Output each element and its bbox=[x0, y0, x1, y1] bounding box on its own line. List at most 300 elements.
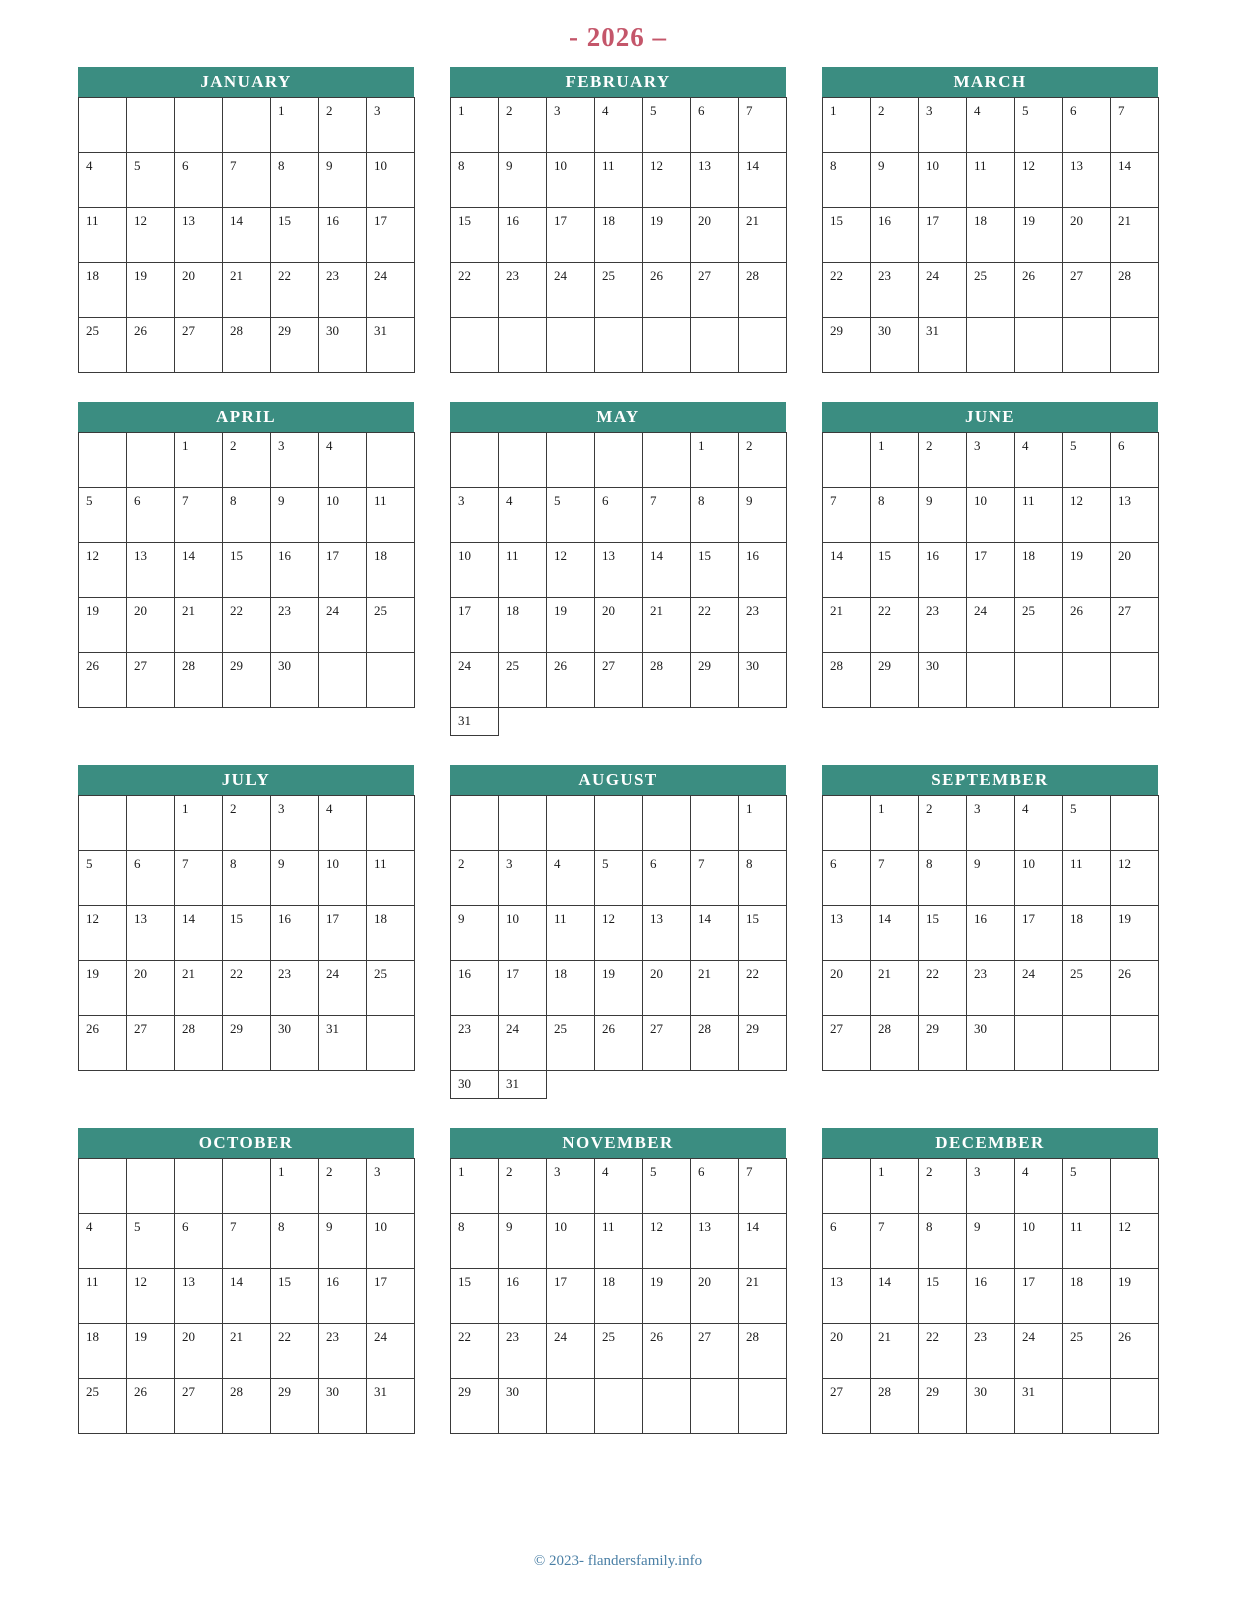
day-cell[interactable]: 20 bbox=[127, 598, 175, 653]
day-cell-empty[interactable] bbox=[823, 1159, 871, 1214]
day-cell-empty[interactable] bbox=[643, 1379, 691, 1434]
day-cell[interactable]: 6 bbox=[127, 851, 175, 906]
day-cell-empty[interactable] bbox=[367, 796, 415, 851]
day-cell[interactable]: 3 bbox=[547, 1159, 595, 1214]
day-cell[interactable]: 2 bbox=[919, 433, 967, 488]
day-cell[interactable]: 19 bbox=[79, 961, 127, 1016]
day-cell[interactable]: 16 bbox=[499, 208, 547, 263]
day-cell[interactable]: 14 bbox=[1111, 153, 1159, 208]
day-cell[interactable]: 2 bbox=[739, 433, 787, 488]
day-cell[interactable]: 6 bbox=[823, 851, 871, 906]
day-cell[interactable]: 9 bbox=[871, 153, 919, 208]
day-cell[interactable]: 24 bbox=[451, 653, 499, 708]
day-cell[interactable]: 20 bbox=[127, 961, 175, 1016]
day-cell[interactable]: 19 bbox=[643, 1269, 691, 1324]
day-cell[interactable]: 13 bbox=[175, 1269, 223, 1324]
day-cell-empty[interactable] bbox=[1111, 653, 1159, 708]
day-cell[interactable]: 24 bbox=[1015, 1324, 1063, 1379]
day-cell[interactable]: 1 bbox=[175, 433, 223, 488]
day-cell[interactable]: 27 bbox=[691, 1324, 739, 1379]
day-cell-empty[interactable] bbox=[367, 653, 415, 708]
day-cell[interactable]: 12 bbox=[547, 543, 595, 598]
day-cell[interactable]: 3 bbox=[451, 488, 499, 543]
day-cell[interactable]: 18 bbox=[595, 208, 643, 263]
day-cell[interactable]: 26 bbox=[1111, 961, 1159, 1016]
day-cell[interactable]: 17 bbox=[547, 208, 595, 263]
day-cell[interactable]: 29 bbox=[823, 318, 871, 373]
day-cell[interactable]: 9 bbox=[271, 851, 319, 906]
day-cell[interactable]: 11 bbox=[547, 906, 595, 961]
day-cell[interactable]: 15 bbox=[871, 543, 919, 598]
day-cell[interactable]: 17 bbox=[319, 543, 367, 598]
day-cell[interactable]: 26 bbox=[127, 1379, 175, 1434]
day-cell[interactable]: 9 bbox=[319, 153, 367, 208]
day-cell[interactable]: 8 bbox=[451, 1214, 499, 1269]
day-cell[interactable]: 6 bbox=[595, 488, 643, 543]
day-cell[interactable]: 19 bbox=[127, 1324, 175, 1379]
day-cell[interactable]: 7 bbox=[1111, 98, 1159, 153]
day-cell[interactable]: 26 bbox=[127, 318, 175, 373]
day-cell[interactable]: 13 bbox=[1063, 153, 1111, 208]
day-cell[interactable]: 16 bbox=[271, 906, 319, 961]
day-cell[interactable]: 25 bbox=[499, 653, 547, 708]
day-cell[interactable]: 29 bbox=[919, 1379, 967, 1434]
day-cell[interactable]: 16 bbox=[967, 906, 1015, 961]
day-cell[interactable]: 18 bbox=[367, 906, 415, 961]
day-cell[interactable]: 23 bbox=[271, 961, 319, 1016]
day-cell[interactable]: 1 bbox=[871, 433, 919, 488]
day-cell[interactable]: 21 bbox=[871, 1324, 919, 1379]
day-cell-empty[interactable] bbox=[223, 98, 271, 153]
day-cell[interactable]: 20 bbox=[823, 961, 871, 1016]
day-cell[interactable]: 9 bbox=[499, 1214, 547, 1269]
day-cell[interactable]: 7 bbox=[175, 851, 223, 906]
day-cell[interactable]: 14 bbox=[691, 906, 739, 961]
day-cell-empty[interactable] bbox=[451, 433, 499, 488]
day-cell[interactable]: 4 bbox=[79, 1214, 127, 1269]
day-cell-empty[interactable] bbox=[367, 1016, 415, 1071]
day-cell[interactable]: 7 bbox=[871, 851, 919, 906]
day-cell-empty[interactable] bbox=[1015, 653, 1063, 708]
day-cell[interactable]: 6 bbox=[127, 488, 175, 543]
day-cell[interactable]: 29 bbox=[691, 653, 739, 708]
day-cell[interactable]: 31 bbox=[319, 1016, 367, 1071]
day-cell-empty[interactable] bbox=[547, 796, 595, 851]
day-cell[interactable]: 29 bbox=[271, 318, 319, 373]
day-cell[interactable]: 11 bbox=[595, 153, 643, 208]
day-cell[interactable]: 24 bbox=[367, 263, 415, 318]
day-cell[interactable]: 26 bbox=[1063, 598, 1111, 653]
day-cell[interactable]: 5 bbox=[643, 1159, 691, 1214]
day-cell[interactable]: 5 bbox=[127, 153, 175, 208]
day-cell[interactable]: 23 bbox=[919, 598, 967, 653]
day-cell[interactable]: 25 bbox=[1063, 1324, 1111, 1379]
day-cell[interactable]: 9 bbox=[271, 488, 319, 543]
day-cell[interactable]: 6 bbox=[643, 851, 691, 906]
day-cell-empty[interactable] bbox=[223, 1159, 271, 1214]
day-cell[interactable]: 11 bbox=[1015, 488, 1063, 543]
day-cell[interactable]: 10 bbox=[451, 543, 499, 598]
day-cell[interactable]: 2 bbox=[223, 796, 271, 851]
day-cell[interactable]: 11 bbox=[499, 543, 547, 598]
day-cell[interactable]: 16 bbox=[451, 961, 499, 1016]
day-cell[interactable]: 23 bbox=[967, 961, 1015, 1016]
day-cell[interactable]: 10 bbox=[319, 851, 367, 906]
day-cell[interactable]: 15 bbox=[271, 208, 319, 263]
day-cell[interactable]: 15 bbox=[451, 1269, 499, 1324]
day-cell[interactable]: 8 bbox=[739, 851, 787, 906]
day-cell[interactable]: 8 bbox=[823, 153, 871, 208]
day-cell-empty[interactable] bbox=[643, 796, 691, 851]
day-cell[interactable]: 28 bbox=[823, 653, 871, 708]
day-cell[interactable]: 11 bbox=[367, 488, 415, 543]
day-cell[interactable]: 7 bbox=[175, 488, 223, 543]
day-cell-empty[interactable] bbox=[1111, 1159, 1159, 1214]
day-cell[interactable]: 1 bbox=[823, 98, 871, 153]
day-cell-empty[interactable] bbox=[595, 796, 643, 851]
day-cell[interactable]: 5 bbox=[127, 1214, 175, 1269]
day-cell[interactable]: 21 bbox=[643, 598, 691, 653]
day-cell[interactable]: 9 bbox=[499, 153, 547, 208]
day-cell-empty[interactable] bbox=[79, 1159, 127, 1214]
day-cell[interactable]: 12 bbox=[1015, 153, 1063, 208]
day-cell[interactable]: 5 bbox=[1063, 796, 1111, 851]
day-cell[interactable]: 24 bbox=[1015, 961, 1063, 1016]
day-cell-empty[interactable] bbox=[1063, 653, 1111, 708]
day-cell[interactable]: 2 bbox=[451, 851, 499, 906]
day-cell[interactable]: 22 bbox=[871, 598, 919, 653]
day-cell[interactable]: 30 bbox=[319, 318, 367, 373]
day-cell[interactable]: 27 bbox=[643, 1016, 691, 1071]
day-cell-empty[interactable] bbox=[127, 1159, 175, 1214]
day-cell[interactable]: 22 bbox=[271, 1324, 319, 1379]
day-cell[interactable]: 14 bbox=[823, 543, 871, 598]
day-cell[interactable]: 15 bbox=[823, 208, 871, 263]
day-cell[interactable]: 15 bbox=[223, 543, 271, 598]
day-cell[interactable]: 21 bbox=[175, 598, 223, 653]
day-cell[interactable]: 24 bbox=[319, 961, 367, 1016]
day-cell[interactable]: 27 bbox=[127, 1016, 175, 1071]
day-cell-empty[interactable] bbox=[691, 1379, 739, 1434]
day-cell[interactable]: 25 bbox=[595, 1324, 643, 1379]
day-cell[interactable]: 26 bbox=[643, 1324, 691, 1379]
day-cell[interactable]: 2 bbox=[319, 98, 367, 153]
day-cell[interactable]: 23 bbox=[739, 598, 787, 653]
day-cell[interactable]: 27 bbox=[691, 263, 739, 318]
day-cell[interactable]: 27 bbox=[823, 1379, 871, 1434]
day-cell[interactable]: 1 bbox=[271, 98, 319, 153]
day-cell[interactable]: 25 bbox=[547, 1016, 595, 1071]
day-cell[interactable]: 4 bbox=[319, 433, 367, 488]
day-cell[interactable]: 22 bbox=[451, 1324, 499, 1379]
day-cell[interactable]: 13 bbox=[823, 1269, 871, 1324]
day-cell[interactable]: 7 bbox=[739, 1159, 787, 1214]
day-cell[interactable]: 18 bbox=[367, 543, 415, 598]
day-cell[interactable]: 23 bbox=[319, 263, 367, 318]
day-cell[interactable]: 18 bbox=[79, 1324, 127, 1379]
day-cell[interactable]: 12 bbox=[1111, 851, 1159, 906]
day-cell-empty[interactable] bbox=[451, 318, 499, 373]
day-cell[interactable]: 20 bbox=[175, 1324, 223, 1379]
day-cell[interactable]: 24 bbox=[319, 598, 367, 653]
day-cell[interactable]: 31 bbox=[367, 1379, 415, 1434]
day-cell[interactable]: 23 bbox=[451, 1016, 499, 1071]
day-cell[interactable]: 10 bbox=[967, 488, 1015, 543]
day-cell-empty[interactable] bbox=[175, 1159, 223, 1214]
day-cell[interactable]: 28 bbox=[739, 1324, 787, 1379]
day-cell[interactable]: 19 bbox=[595, 961, 643, 1016]
day-cell-empty[interactable] bbox=[1015, 1016, 1063, 1071]
day-cell[interactable]: 6 bbox=[823, 1214, 871, 1269]
day-cell[interactable]: 27 bbox=[175, 318, 223, 373]
day-cell[interactable]: 28 bbox=[175, 653, 223, 708]
day-cell[interactable]: 5 bbox=[79, 488, 127, 543]
day-cell[interactable]: 21 bbox=[1111, 208, 1159, 263]
day-cell[interactable]: 1 bbox=[871, 796, 919, 851]
day-cell[interactable]: 8 bbox=[223, 851, 271, 906]
day-cell[interactable]: 2 bbox=[919, 796, 967, 851]
day-cell[interactable]: 16 bbox=[871, 208, 919, 263]
day-cell[interactable]: 1 bbox=[691, 433, 739, 488]
day-cell[interactable]: 13 bbox=[823, 906, 871, 961]
day-cell[interactable]: 2 bbox=[223, 433, 271, 488]
day-cell[interactable]: 10 bbox=[547, 1214, 595, 1269]
day-cell[interactable]: 29 bbox=[271, 1379, 319, 1434]
day-cell[interactable]: 10 bbox=[319, 488, 367, 543]
day-cell[interactable]: 29 bbox=[871, 653, 919, 708]
day-cell[interactable]: 2 bbox=[499, 1159, 547, 1214]
day-cell[interactable]: 3 bbox=[499, 851, 547, 906]
day-cell[interactable]: 16 bbox=[967, 1269, 1015, 1324]
day-cell[interactable]: 29 bbox=[223, 653, 271, 708]
day-cell[interactable]: 3 bbox=[967, 433, 1015, 488]
day-cell[interactable]: 7 bbox=[871, 1214, 919, 1269]
day-cell-empty[interactable] bbox=[739, 1379, 787, 1434]
day-cell[interactable]: 6 bbox=[175, 153, 223, 208]
day-cell-empty[interactable] bbox=[451, 796, 499, 851]
day-cell[interactable]: 5 bbox=[1015, 98, 1063, 153]
day-cell[interactable]: 24 bbox=[919, 263, 967, 318]
day-cell[interactable]: 13 bbox=[1111, 488, 1159, 543]
day-cell[interactable]: 15 bbox=[919, 906, 967, 961]
day-cell[interactable]: 22 bbox=[739, 961, 787, 1016]
day-cell[interactable]: 10 bbox=[1015, 1214, 1063, 1269]
day-cell[interactable]: 12 bbox=[1111, 1214, 1159, 1269]
day-cell[interactable]: 26 bbox=[1111, 1324, 1159, 1379]
day-cell[interactable]: 20 bbox=[1063, 208, 1111, 263]
day-cell[interactable]: 12 bbox=[595, 906, 643, 961]
day-cell[interactable]: 27 bbox=[1063, 263, 1111, 318]
day-cell[interactable]: 1 bbox=[871, 1159, 919, 1214]
day-cell[interactable]: 26 bbox=[1015, 263, 1063, 318]
day-cell[interactable]: 9 bbox=[739, 488, 787, 543]
day-cell-empty[interactable] bbox=[367, 433, 415, 488]
day-cell[interactable]: 3 bbox=[967, 796, 1015, 851]
day-cell-empty[interactable] bbox=[1063, 1379, 1111, 1434]
day-cell[interactable]: 27 bbox=[127, 653, 175, 708]
day-cell-empty[interactable] bbox=[547, 318, 595, 373]
day-cell[interactable]: 26 bbox=[79, 653, 127, 708]
day-cell-empty[interactable] bbox=[1111, 796, 1159, 851]
day-cell[interactable]: 16 bbox=[919, 543, 967, 598]
day-cell[interactable]: 14 bbox=[871, 1269, 919, 1324]
day-cell[interactable]: 20 bbox=[643, 961, 691, 1016]
day-cell[interactable]: 24 bbox=[367, 1324, 415, 1379]
day-cell[interactable]: 31 bbox=[367, 318, 415, 373]
day-cell-empty[interactable] bbox=[127, 98, 175, 153]
day-cell-empty[interactable] bbox=[643, 433, 691, 488]
day-cell[interactable]: 12 bbox=[1063, 488, 1111, 543]
day-cell[interactable]: 28 bbox=[223, 1379, 271, 1434]
day-cell-empty[interactable] bbox=[79, 433, 127, 488]
day-cell-empty[interactable] bbox=[595, 1379, 643, 1434]
day-cell[interactable]: 4 bbox=[595, 1159, 643, 1214]
day-cell[interactable]: 20 bbox=[691, 208, 739, 263]
day-cell-empty[interactable] bbox=[175, 98, 223, 153]
day-cell[interactable]: 22 bbox=[919, 961, 967, 1016]
day-cell[interactable]: 19 bbox=[1015, 208, 1063, 263]
day-cell[interactable]: 28 bbox=[1111, 263, 1159, 318]
day-cell[interactable]: 18 bbox=[595, 1269, 643, 1324]
day-cell[interactable]: 28 bbox=[871, 1016, 919, 1071]
day-cell[interactable]: 7 bbox=[643, 488, 691, 543]
day-cell[interactable]: 25 bbox=[1063, 961, 1111, 1016]
day-cell[interactable]: 19 bbox=[1063, 543, 1111, 598]
day-cell[interactable]: 4 bbox=[967, 98, 1015, 153]
day-cell[interactable]: 7 bbox=[223, 1214, 271, 1269]
day-cell[interactable]: 22 bbox=[823, 263, 871, 318]
day-cell[interactable]: 18 bbox=[547, 961, 595, 1016]
day-cell[interactable]: 28 bbox=[223, 318, 271, 373]
day-cell[interactable]: 31 bbox=[919, 318, 967, 373]
day-cell[interactable]: 29 bbox=[739, 1016, 787, 1071]
day-cell[interactable]: 16 bbox=[499, 1269, 547, 1324]
day-cell-empty[interactable] bbox=[691, 796, 739, 851]
day-cell[interactable]: 18 bbox=[1063, 906, 1111, 961]
day-cell[interactable]: 3 bbox=[967, 1159, 1015, 1214]
day-cell-empty[interactable] bbox=[1015, 318, 1063, 373]
day-cell[interactable]: 9 bbox=[319, 1214, 367, 1269]
day-cell[interactable]: 11 bbox=[79, 208, 127, 263]
day-cell[interactable]: 19 bbox=[127, 263, 175, 318]
day-cell-empty[interactable] bbox=[595, 433, 643, 488]
day-cell[interactable]: 22 bbox=[451, 263, 499, 318]
day-cell[interactable]: 17 bbox=[367, 208, 415, 263]
day-cell[interactable]: 14 bbox=[871, 906, 919, 961]
day-cell[interactable]: 1 bbox=[175, 796, 223, 851]
day-cell-empty[interactable] bbox=[319, 653, 367, 708]
day-cell-empty[interactable] bbox=[79, 796, 127, 851]
day-cell[interactable]: 31 bbox=[499, 1071, 547, 1099]
day-cell[interactable]: 4 bbox=[595, 98, 643, 153]
day-cell[interactable]: 12 bbox=[79, 906, 127, 961]
day-cell-empty[interactable] bbox=[643, 318, 691, 373]
day-cell[interactable]: 22 bbox=[223, 961, 271, 1016]
day-cell[interactable]: 18 bbox=[1015, 543, 1063, 598]
day-cell[interactable]: 15 bbox=[271, 1269, 319, 1324]
day-cell[interactable]: 26 bbox=[595, 1016, 643, 1071]
day-cell[interactable]: 13 bbox=[595, 543, 643, 598]
day-cell[interactable]: 30 bbox=[319, 1379, 367, 1434]
day-cell[interactable]: 4 bbox=[547, 851, 595, 906]
day-cell[interactable]: 14 bbox=[739, 153, 787, 208]
day-cell[interactable]: 31 bbox=[1015, 1379, 1063, 1434]
day-cell-empty[interactable] bbox=[547, 433, 595, 488]
day-cell[interactable]: 9 bbox=[967, 1214, 1015, 1269]
day-cell[interactable]: 10 bbox=[367, 153, 415, 208]
day-cell[interactable]: 23 bbox=[499, 263, 547, 318]
day-cell-empty[interactable] bbox=[1111, 1379, 1159, 1434]
day-cell[interactable]: 21 bbox=[691, 961, 739, 1016]
day-cell[interactable]: 2 bbox=[871, 98, 919, 153]
day-cell-empty[interactable] bbox=[499, 433, 547, 488]
day-cell[interactable]: 5 bbox=[1063, 433, 1111, 488]
day-cell[interactable]: 20 bbox=[823, 1324, 871, 1379]
day-cell[interactable]: 25 bbox=[595, 263, 643, 318]
day-cell[interactable]: 18 bbox=[967, 208, 1015, 263]
day-cell[interactable]: 8 bbox=[271, 153, 319, 208]
day-cell[interactable]: 21 bbox=[739, 1269, 787, 1324]
day-cell-empty[interactable] bbox=[1111, 1016, 1159, 1071]
day-cell[interactable]: 9 bbox=[451, 906, 499, 961]
day-cell[interactable]: 30 bbox=[967, 1379, 1015, 1434]
day-cell[interactable]: 9 bbox=[919, 488, 967, 543]
day-cell[interactable]: 3 bbox=[547, 98, 595, 153]
day-cell[interactable]: 25 bbox=[79, 1379, 127, 1434]
day-cell[interactable]: 25 bbox=[367, 598, 415, 653]
day-cell[interactable]: 16 bbox=[271, 543, 319, 598]
day-cell[interactable]: 3 bbox=[919, 98, 967, 153]
day-cell[interactable]: 11 bbox=[1063, 851, 1111, 906]
day-cell[interactable]: 19 bbox=[79, 598, 127, 653]
day-cell[interactable]: 27 bbox=[595, 653, 643, 708]
day-cell[interactable]: 6 bbox=[175, 1214, 223, 1269]
day-cell[interactable]: 21 bbox=[223, 263, 271, 318]
day-cell[interactable]: 3 bbox=[367, 1159, 415, 1214]
day-cell[interactable]: 26 bbox=[547, 653, 595, 708]
day-cell[interactable]: 13 bbox=[127, 906, 175, 961]
day-cell[interactable]: 9 bbox=[967, 851, 1015, 906]
day-cell[interactable]: 10 bbox=[547, 153, 595, 208]
day-cell-empty[interactable] bbox=[823, 433, 871, 488]
day-cell[interactable]: 14 bbox=[223, 208, 271, 263]
day-cell[interactable]: 25 bbox=[1015, 598, 1063, 653]
day-cell[interactable]: 17 bbox=[919, 208, 967, 263]
day-cell[interactable]: 8 bbox=[271, 1214, 319, 1269]
day-cell[interactable]: 17 bbox=[967, 543, 1015, 598]
day-cell[interactable]: 6 bbox=[691, 98, 739, 153]
day-cell[interactable]: 13 bbox=[691, 1214, 739, 1269]
day-cell[interactable]: 10 bbox=[919, 153, 967, 208]
day-cell[interactable]: 30 bbox=[967, 1016, 1015, 1071]
day-cell[interactable]: 19 bbox=[547, 598, 595, 653]
day-cell[interactable]: 14 bbox=[643, 543, 691, 598]
day-cell[interactable]: 13 bbox=[175, 208, 223, 263]
day-cell[interactable]: 6 bbox=[691, 1159, 739, 1214]
day-cell-empty[interactable] bbox=[1063, 1016, 1111, 1071]
day-cell-empty[interactable] bbox=[1063, 318, 1111, 373]
day-cell[interactable]: 4 bbox=[1015, 1159, 1063, 1214]
day-cell[interactable]: 8 bbox=[223, 488, 271, 543]
day-cell[interactable]: 4 bbox=[499, 488, 547, 543]
day-cell[interactable]: 23 bbox=[271, 598, 319, 653]
day-cell[interactable]: 11 bbox=[595, 1214, 643, 1269]
day-cell[interactable]: 1 bbox=[271, 1159, 319, 1214]
day-cell[interactable]: 5 bbox=[79, 851, 127, 906]
day-cell[interactable]: 26 bbox=[79, 1016, 127, 1071]
day-cell[interactable]: 10 bbox=[499, 906, 547, 961]
day-cell[interactable]: 20 bbox=[175, 263, 223, 318]
